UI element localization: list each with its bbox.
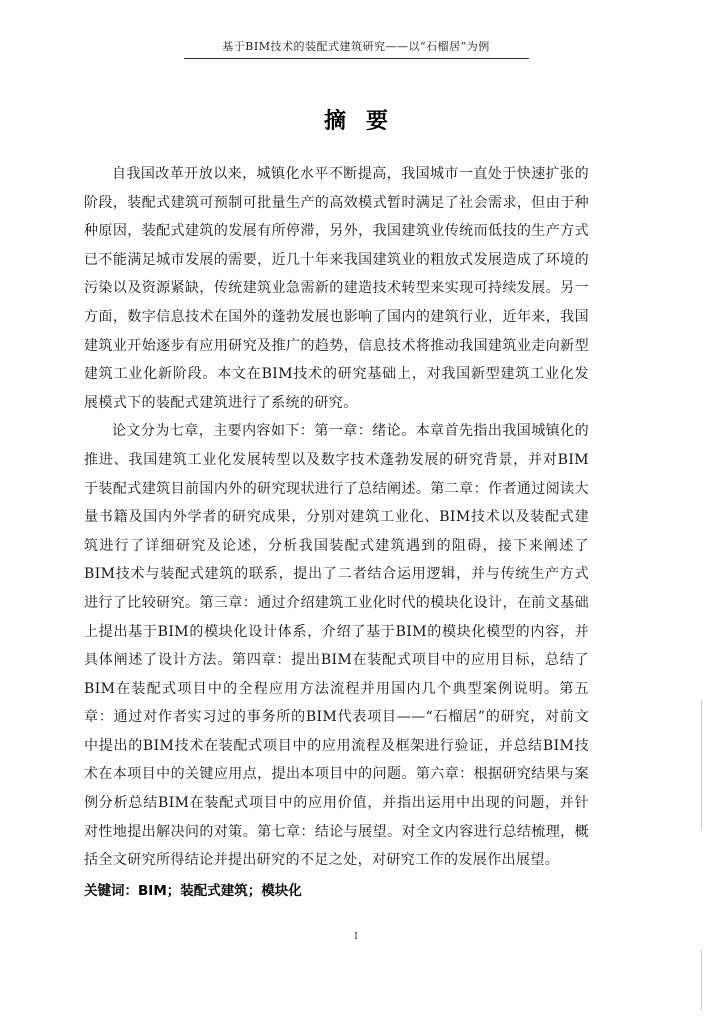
scan-edge-mark (701, 700, 702, 830)
scan-edge-mark (701, 950, 702, 1010)
abstract-paragraph-2: 论文分为七章，主要内容如下：第一章：绪论。本章首先指出我国城镇化的推进、我国建筑工业化发展转型以及数字技术蓬勃发展的研究背景，并对BIM于装配式建筑目前国内外的研究现状进行了总结阐述。第二章：作者通过阅读大量书籍及国内外学者的研究成果，分别对建筑工业化、BIM技术以及装配式建筑进行了详细研究及论述，分析我国装配式建筑遇到的阻碍，接下来阐述了BIM技术与装配式建筑的联系，提出了二者结合运用逻辑，并与传统生产方式进行了比较研究。第三章：通过介绍建筑工业化时代的模块化设计，在前文基础上提出基于BIM的模块化设计体系，介绍了基于BIM的模块化模型的内容，并具体阐述了设计方法。第四章：提出BIM在装配式项目中的应用目标，总结了BIM在装配式项目中的全程应用方法流程并用国内几个典型案例说明。第五章：通过对作者实习过的事务所的BIM代表项目——“石榴居”的研究，对前文中提出的BIM技术在装配式项目中的应用流程及框架进行验证，并总结BIM技术在本项目中的关键应用点，提出本项目中的问题。第六章：根据研究结果与案例分析总结BIM在装配式项目中的应用价值，并指出运用中出现的问题，并针对性地提出解决问的对策。第七章：结论与展望。对全文内容进行总结梳理，概括全文研究所得结论并提出研究的不足之处，对研究工作的发展作出展望。 (84, 423, 589, 869)
abstract-paragraph-1: 自我国改革开放以来，城镇化水平不断提高，我国城市一直处于快速扩张的阶段，装配式建筑可预制可批量生产的高效模式暂时满足了社会需求，但由于种种原因，装配式建筑的发展有所停滞，另外，我国建筑业传统而低技的生产方式已不能满足城市发展的需要，近几十年来我国建筑业的粗放式发展造成了环境的污染以及资源紧缺，传统建筑业急需新的建造技术转型来实现可持续发展。另一方面，数字信息技术在国外的蓬勃发展也影响了国内的建筑行业，近年来，我国建筑业开始逐步有应用研究及推广的趋势，信息技术将推动我国建筑业走向新型建筑工业化新阶段。本文在BIM技术的研究基础上，对我国新型建筑工业化发展模式下的装配式建筑进行了系统的研究。 (84, 166, 589, 411)
abstract-title: 摘要 (323, 109, 408, 134)
abstract-body (84, 160, 589, 899)
keywords-line: 关键词：BIM；装配式建筑；模块化 (84, 882, 302, 899)
page-number: I (354, 932, 358, 942)
running-header: 基于BIM技术的装配式建筑研究——以“石榴居”为例 (222, 40, 490, 53)
header-rule (184, 58, 529, 59)
